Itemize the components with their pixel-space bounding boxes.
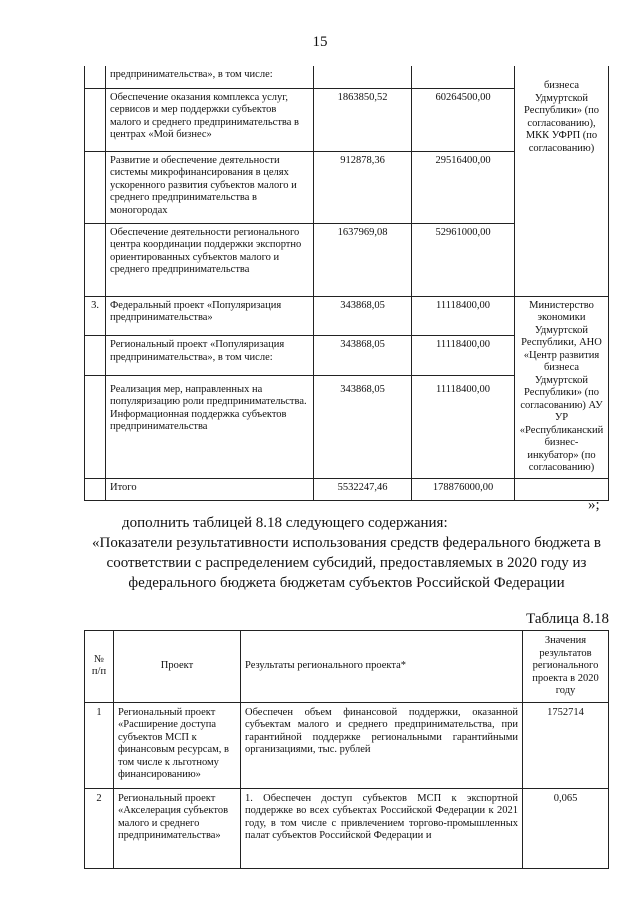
- header-value: Значения результатов регионального проекта в 2020 году: [523, 631, 609, 703]
- table-header-row: [85, 631, 609, 703]
- row-value-b: 11118400,00: [412, 375, 515, 478]
- row-description: Обеспечение деятельности регионального центра координации поддержки экспортно ориентированных субъектов малого и среднего предпринимательства: [106, 223, 314, 296]
- table-row: [85, 788, 609, 868]
- row-value: 1752714: [523, 702, 609, 788]
- row-description: Федеральный проект «Популяризация предпринимательства»: [106, 296, 314, 336]
- row-description: предпринимательства», в том числе:: [106, 66, 314, 88]
- row-value-b: 60264500,00: [412, 88, 515, 151]
- funding-table-continuation: [84, 66, 609, 501]
- page-number: 15: [312, 34, 328, 50]
- row-project: Региональный проект «Акселерация субъектов малого и среднего предпринимательства»: [114, 788, 241, 868]
- row-value-a: 343868,05: [314, 296, 412, 336]
- row-value-b: 11118400,00: [412, 296, 515, 336]
- header-results: Результаты регионального проекта*: [241, 631, 523, 703]
- row-value-a: 1863850,52: [314, 88, 412, 151]
- row-value-a: 912878,36: [314, 151, 412, 223]
- row-description: Обеспечение оказания комплекса услуг, сервисов и мер поддержки субъектов малого и среднего предпринимательства в центрах «Мой бизнес»: [106, 88, 314, 151]
- row-value-a: 343868,05: [314, 336, 412, 376]
- row-number: [85, 88, 106, 151]
- row-number: [85, 336, 106, 376]
- row-value-a: [314, 66, 412, 88]
- row-number: [85, 151, 106, 223]
- total-value-b: 178876000,00: [412, 478, 515, 500]
- amendment-intro: дополнить таблицей 8.18 следующего содержания:: [122, 515, 448, 531]
- header-number: № п/п: [85, 631, 114, 703]
- table-row: [85, 296, 609, 336]
- responsible-organizations: бизнеса Удмуртской Республики» (по согласованию), МКК УФРП (по согласованию): [515, 66, 609, 296]
- row-results: Обеспечен объем финансовой поддержки, оказанной субъектам малого и среднего предпринимательства, при гарантийной поддержке региональными гарантийными организациями, тыс. рублей: [241, 702, 523, 788]
- row-value-b: 29516400,00: [412, 151, 515, 223]
- row-value-b: [412, 66, 515, 88]
- row-description: Развитие и обеспечение деятельности системы микрофинансирования в целях ускоренного развития субъектов малого и среднего предпринимательства в моногородах: [106, 151, 314, 223]
- row-number: 1: [85, 702, 114, 788]
- row-number: [85, 375, 106, 478]
- row-value-a: 343868,05: [314, 375, 412, 478]
- row-results: 1. Обеспечен доступ субъектов МСП к экспортной поддержке во всех субъектах Российской Федерации к 2021 году, в том числе с привлечением торгово-промышленных палат субъектов Российской Федерации и: [241, 788, 523, 868]
- row-number: 3.: [85, 296, 106, 336]
- responsible-organizations: Министерство экономики Удмуртской Республики, АНО «Центр развития бизнеса Удмуртской Республики» (по согласованию) АУ УР «Республиканский бизнес-инкубатор» (по согласованию): [515, 296, 609, 478]
- row-description: Реализация мер, направленных на популяризацию роли предпринимательства. Информационная поддержка субъектов предпринимательства: [106, 375, 314, 478]
- amendment-text: [84, 513, 609, 593]
- total-value-a: 5532247,46: [314, 478, 412, 500]
- row-number: 2: [85, 788, 114, 868]
- row-value-b: 11118400,00: [412, 336, 515, 376]
- row-number: [85, 66, 106, 88]
- table-title: «Показатели результативности использования средств федерального бюджета в соответствии с распределением субсидий, предоставляемых в 2020 году из федерального бюджета бюджетам субъектов Российской Федерации: [92, 535, 601, 591]
- table-row: [85, 66, 609, 88]
- indicators-table: [84, 630, 609, 869]
- header-project: Проект: [114, 631, 241, 703]
- table-label: Таблица 8.18: [526, 611, 609, 627]
- table-row: [85, 702, 609, 788]
- row-number: [85, 478, 106, 500]
- row-project: Региональный проект «Расширение доступа субъектов МСП к финансовым ресурсам, в том числе к льготному финансированию»: [114, 702, 241, 788]
- row-number: [85, 223, 106, 296]
- row-description: Региональный проект «Популяризация предпринимательства», в том числе:: [106, 336, 314, 376]
- row-value: 0,065: [523, 788, 609, 868]
- total-label: Итого: [106, 478, 314, 500]
- row-value-b: 52961000,00: [412, 223, 515, 296]
- closing-quote-mark: »;: [588, 497, 600, 513]
- row-value-a: 1637969,08: [314, 223, 412, 296]
- table-row-total: [85, 478, 609, 500]
